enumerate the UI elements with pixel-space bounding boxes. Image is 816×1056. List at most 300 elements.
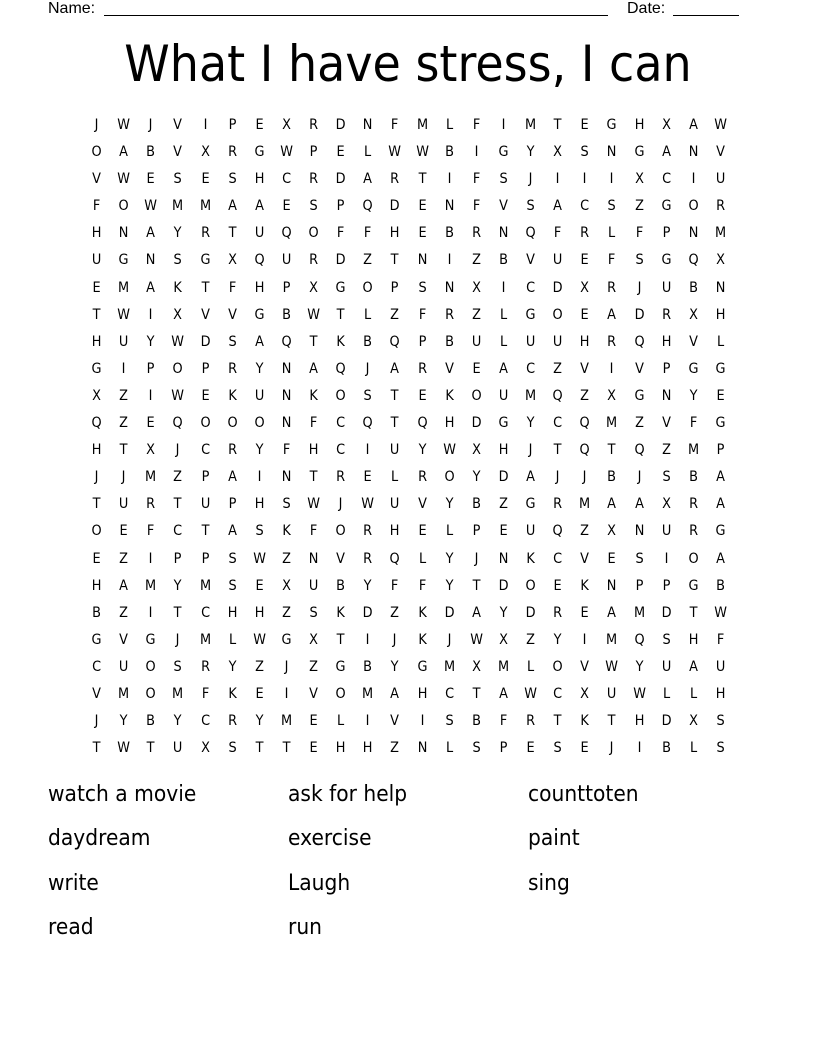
grid-cell[interactable]: P <box>662 577 671 594</box>
grid-cell[interactable]: Z <box>390 740 400 757</box>
grid-cell[interactable]: O <box>199 415 211 432</box>
grid-cell[interactable]: O <box>552 658 563 675</box>
grid-cell[interactable]: P <box>391 279 399 296</box>
grid-cell[interactable]: R <box>309 117 319 133</box>
grid-cell[interactable]: X <box>200 740 210 757</box>
grid-cell[interactable]: U <box>118 496 129 513</box>
grid-cell[interactable]: Q <box>254 252 265 269</box>
grid-cell[interactable]: Y <box>445 550 454 567</box>
grid-cell[interactable]: V <box>200 306 210 323</box>
grid-cell[interactable]: T <box>228 225 237 242</box>
grid-cell[interactable]: V <box>417 496 427 513</box>
grid-cell[interactable]: O <box>471 387 482 404</box>
grid-cell[interactable]: K <box>580 713 590 730</box>
grid-cell[interactable]: W <box>171 387 185 404</box>
grid-cell[interactable]: T <box>607 442 616 459</box>
grid-cell[interactable]: X <box>688 306 698 323</box>
grid-cell[interactable]: U <box>525 333 536 350</box>
grid-cell[interactable]: E <box>309 740 318 757</box>
grid-cell[interactable]: J <box>528 171 533 188</box>
grid-cell[interactable]: G <box>91 631 102 648</box>
grid-cell[interactable]: P <box>662 225 671 242</box>
grid-cell[interactable]: E <box>255 577 264 594</box>
grid-cell[interactable]: H <box>91 442 102 459</box>
grid-cell[interactable]: Y <box>173 713 182 730</box>
grid-cell[interactable]: A <box>634 496 644 513</box>
grid-cell[interactable]: E <box>580 604 589 621</box>
grid-cell[interactable]: S <box>662 631 671 648</box>
grid-cell[interactable]: H <box>254 279 265 296</box>
grid-cell[interactable]: X <box>282 577 291 594</box>
grid-cell[interactable]: Q <box>552 523 563 540</box>
grid-cell[interactable]: E <box>417 387 427 404</box>
grid-cell[interactable]: G <box>688 360 699 377</box>
grid-cell[interactable]: F <box>201 685 209 702</box>
grid-cell[interactable]: N <box>715 279 726 296</box>
grid-cell[interactable]: Z <box>390 306 400 323</box>
grid-cell[interactable]: S <box>173 658 183 675</box>
grid-cell[interactable]: Y <box>119 713 128 730</box>
grid-cell[interactable]: Z <box>553 360 563 377</box>
grid-cell[interactable]: M <box>524 117 537 133</box>
grid-cell[interactable]: O <box>91 144 102 161</box>
grid-cell[interactable]: L <box>499 306 508 323</box>
grid-cell[interactable]: X <box>200 144 210 161</box>
grid-cell[interactable]: R <box>227 144 237 161</box>
grid-cell[interactable]: W <box>632 685 646 702</box>
grid-cell[interactable]: T <box>553 117 562 133</box>
grid-cell[interactable]: W <box>252 550 266 567</box>
grid-cell[interactable]: A <box>553 198 563 215</box>
grid-cell[interactable]: D <box>498 577 509 594</box>
grid-cell[interactable]: C <box>200 713 210 730</box>
grid-cell[interactable]: G <box>335 279 346 296</box>
grid-cell[interactable]: E <box>607 550 617 567</box>
grid-cell[interactable]: Z <box>661 442 671 459</box>
grid-cell[interactable]: Q <box>91 415 102 432</box>
grid-cell[interactable]: T <box>553 713 562 730</box>
grid-cell[interactable]: Q <box>281 333 292 350</box>
grid-cell[interactable]: X <box>661 117 671 133</box>
grid-cell[interactable]: S <box>499 171 508 188</box>
grid-cell[interactable]: W <box>524 685 537 702</box>
grid-cell[interactable]: Y <box>635 658 644 675</box>
grid-cell[interactable]: V <box>444 360 454 377</box>
grid-cell[interactable]: D <box>552 279 563 296</box>
grid-cell[interactable]: P <box>336 198 345 215</box>
grid-cell[interactable]: L <box>445 740 453 757</box>
grid-cell[interactable]: C <box>526 360 536 377</box>
grid-cell[interactable]: S <box>228 740 237 757</box>
grid-cell[interactable]: N <box>145 252 156 269</box>
grid-cell[interactable]: V <box>580 360 590 377</box>
grid-cell[interactable]: J <box>365 360 370 377</box>
grid-cell[interactable]: A <box>688 117 698 133</box>
grid-cell[interactable]: X <box>227 252 237 269</box>
grid-cell[interactable]: L <box>526 658 535 675</box>
grid-cell[interactable]: G <box>254 144 265 161</box>
grid-cell[interactable]: F <box>391 577 399 594</box>
grid-cell[interactable]: G <box>688 577 699 594</box>
grid-cell[interactable]: K <box>336 333 345 350</box>
grid-cell[interactable]: N <box>417 740 427 757</box>
grid-cell[interactable]: A <box>254 198 264 215</box>
grid-cell[interactable]: F <box>689 415 698 432</box>
grid-cell[interactable]: D <box>200 333 211 350</box>
grid-cell[interactable]: O <box>525 577 536 594</box>
grid-cell[interactable]: A <box>499 685 508 702</box>
grid-cell[interactable]: B <box>363 333 373 350</box>
grid-cell[interactable]: M <box>497 658 510 675</box>
grid-cell[interactable]: E <box>580 740 589 757</box>
grid-cell[interactable]: Q <box>416 415 428 432</box>
grid-cell[interactable]: J <box>555 469 560 486</box>
grid-cell[interactable]: K <box>282 523 291 540</box>
grid-cell[interactable]: Z <box>309 658 318 675</box>
grid-cell[interactable]: G <box>661 198 672 215</box>
grid-cell[interactable]: G <box>715 415 726 432</box>
grid-cell[interactable]: D <box>389 198 400 215</box>
grid-cell[interactable]: D <box>661 604 672 621</box>
grid-cell[interactable]: A <box>363 171 373 188</box>
grid-cell[interactable]: H <box>661 333 672 350</box>
grid-cell[interactable]: L <box>662 685 670 702</box>
grid-cell[interactable]: I <box>582 171 587 188</box>
grid-cell[interactable]: M <box>280 713 293 730</box>
date-blank[interactable] <box>673 15 739 16</box>
grid-cell[interactable]: S <box>634 550 644 567</box>
grid-cell[interactable]: H <box>417 685 427 702</box>
grid-cell[interactable]: I <box>447 252 452 269</box>
grid-cell[interactable]: T <box>173 604 182 621</box>
grid-cell[interactable]: E <box>472 360 481 377</box>
grid-cell[interactable]: H <box>254 496 265 513</box>
grid-cell[interactable]: T <box>390 387 399 404</box>
grid-cell[interactable]: E <box>200 387 210 404</box>
grid-cell[interactable]: N <box>498 225 509 242</box>
grid-cell[interactable]: I <box>148 604 153 621</box>
grid-cell[interactable]: Q <box>389 333 401 350</box>
grid-cell[interactable]: V <box>336 550 346 567</box>
grid-cell[interactable]: F <box>635 225 643 242</box>
grid-cell[interactable]: G <box>281 631 292 648</box>
grid-cell[interactable]: B <box>444 333 454 350</box>
grid-cell[interactable]: T <box>390 252 399 269</box>
grid-cell[interactable]: A <box>390 685 400 702</box>
grid-cell[interactable]: O <box>145 658 156 675</box>
grid-cell[interactable]: C <box>336 442 346 459</box>
grid-cell[interactable]: J <box>121 469 126 486</box>
grid-cell[interactable]: O <box>335 685 346 702</box>
grid-cell[interactable]: X <box>607 523 617 540</box>
grid-cell[interactable]: E <box>255 117 264 133</box>
grid-cell[interactable]: G <box>145 631 156 648</box>
grid-cell[interactable]: U <box>715 658 726 675</box>
grid-cell[interactable]: B <box>146 713 156 730</box>
grid-cell[interactable]: Y <box>255 442 264 459</box>
grid-cell[interactable]: F <box>608 252 616 269</box>
grid-cell[interactable]: I <box>501 117 506 133</box>
grid-cell[interactable]: B <box>471 496 481 513</box>
grid-cell[interactable]: A <box>146 225 156 242</box>
grid-cell[interactable]: C <box>281 171 291 188</box>
grid-cell[interactable]: R <box>200 225 210 242</box>
grid-cell[interactable]: V <box>661 415 671 432</box>
grid-cell[interactable]: H <box>91 333 102 350</box>
grid-cell[interactable]: P <box>309 144 318 161</box>
grid-cell[interactable]: P <box>635 577 643 594</box>
grid-cell[interactable]: K <box>173 279 183 296</box>
grid-cell[interactable]: Z <box>580 387 590 404</box>
grid-cell[interactable]: F <box>228 279 236 296</box>
grid-cell[interactable]: H <box>579 333 590 350</box>
grid-cell[interactable]: V <box>227 306 237 323</box>
grid-cell[interactable]: X <box>309 631 318 648</box>
grid-cell[interactable]: U <box>118 658 129 675</box>
grid-cell[interactable]: O <box>227 415 238 432</box>
grid-cell[interactable]: R <box>227 442 237 459</box>
grid-cell[interactable]: U <box>254 387 265 404</box>
grid-cell[interactable]: S <box>363 387 372 404</box>
grid-cell[interactable]: O <box>254 415 265 432</box>
grid-cell[interactable]: P <box>146 360 155 377</box>
grid-cell[interactable]: S <box>634 252 644 269</box>
grid-cell[interactable]: U <box>661 523 671 540</box>
grid-cell[interactable]: Y <box>472 469 481 486</box>
grid-cell[interactable]: Y <box>526 144 535 161</box>
grid-cell[interactable]: R <box>309 252 319 269</box>
grid-cell[interactable]: I <box>365 631 370 648</box>
grid-cell[interactable]: E <box>580 306 589 323</box>
grid-cell[interactable]: N <box>607 144 617 161</box>
grid-cell[interactable]: I <box>501 279 506 296</box>
grid-cell[interactable]: L <box>228 631 236 648</box>
grid-cell[interactable]: W <box>117 306 131 323</box>
grid-cell[interactable]: R <box>444 306 454 323</box>
grid-cell[interactable]: W <box>469 631 483 648</box>
grid-cell[interactable]: U <box>552 252 563 269</box>
grid-cell[interactable]: B <box>282 306 291 323</box>
grid-cell[interactable]: R <box>336 469 346 486</box>
grid-cell[interactable]: Y <box>499 604 508 621</box>
grid-cell[interactable]: I <box>420 713 424 730</box>
grid-cell[interactable]: J <box>94 117 99 133</box>
grid-cell[interactable]: I <box>664 550 669 567</box>
grid-cell[interactable]: H <box>715 306 726 323</box>
grid-cell[interactable]: Q <box>633 333 645 350</box>
grid-cell[interactable]: A <box>227 198 237 215</box>
name-blank[interactable] <box>104 15 608 16</box>
grid-cell[interactable]: T <box>146 740 155 757</box>
grid-cell[interactable]: R <box>390 171 400 188</box>
grid-cell[interactable]: G <box>254 306 265 323</box>
grid-cell[interactable]: M <box>633 604 645 621</box>
grid-cell[interactable]: Q <box>281 225 292 242</box>
grid-cell[interactable]: O <box>335 523 346 540</box>
grid-cell[interactable]: C <box>92 658 102 675</box>
grid-cell[interactable]: U <box>200 496 210 513</box>
grid-cell[interactable]: U <box>390 442 400 459</box>
grid-cell[interactable]: E <box>146 415 155 432</box>
grid-cell[interactable]: T <box>201 523 210 540</box>
grid-cell[interactable]: X <box>471 658 481 675</box>
grid-cell[interactable]: W <box>605 658 619 675</box>
grid-cell[interactable]: A <box>227 523 237 540</box>
grid-cell[interactable]: S <box>228 333 237 350</box>
grid-cell[interactable]: O <box>688 198 699 215</box>
grid-cell[interactable]: N <box>688 144 699 161</box>
grid-cell[interactable]: T <box>92 740 101 757</box>
grid-cell[interactable]: S <box>417 279 427 296</box>
grid-cell[interactable]: C <box>336 415 346 432</box>
grid-cell[interactable]: B <box>336 577 346 594</box>
grid-cell[interactable]: L <box>337 713 345 730</box>
grid-cell[interactable]: W <box>117 171 131 188</box>
grid-cell[interactable]: F <box>716 631 725 648</box>
grid-cell[interactable]: L <box>689 740 697 757</box>
grid-cell[interactable]: T <box>472 685 481 702</box>
grid-cell[interactable]: N <box>281 469 292 486</box>
grid-cell[interactable]: B <box>607 469 617 486</box>
grid-cell[interactable]: C <box>661 171 671 188</box>
grid-cell[interactable]: B <box>92 604 101 621</box>
grid-cell[interactable]: P <box>174 550 182 567</box>
grid-cell[interactable]: V <box>92 171 101 188</box>
grid-cell[interactable]: S <box>716 740 725 757</box>
grid-cell[interactable]: I <box>203 117 207 133</box>
grid-cell[interactable]: I <box>610 171 614 188</box>
grid-cell[interactable]: G <box>118 252 129 269</box>
grid-cell[interactable]: G <box>634 144 645 161</box>
grid-cell[interactable]: C <box>526 279 536 296</box>
grid-cell[interactable]: H <box>390 225 400 242</box>
grid-cell[interactable]: O <box>172 360 184 377</box>
grid-cell[interactable]: R <box>526 713 536 730</box>
grid-cell[interactable]: Z <box>119 550 129 567</box>
grid-cell[interactable]: R <box>309 171 319 188</box>
grid-cell[interactable]: T <box>553 442 562 459</box>
grid-cell[interactable]: U <box>118 333 129 350</box>
grid-cell[interactable]: U <box>91 252 102 269</box>
grid-cell[interactable]: B <box>688 279 698 296</box>
grid-cell[interactable]: J <box>94 713 99 730</box>
grid-cell[interactable]: W <box>714 117 727 133</box>
grid-cell[interactable]: Y <box>228 658 237 675</box>
grid-cell[interactable]: A <box>227 469 237 486</box>
grid-cell[interactable]: R <box>607 279 617 296</box>
grid-cell[interactable]: R <box>688 496 698 513</box>
grid-cell[interactable]: V <box>688 333 698 350</box>
grid-cell[interactable]: S <box>309 198 318 215</box>
grid-cell[interactable]: S <box>553 740 562 757</box>
grid-cell[interactable]: Q <box>525 225 536 242</box>
grid-cell[interactable]: W <box>307 496 320 513</box>
grid-cell[interactable]: X <box>173 306 183 323</box>
grid-cell[interactable]: R <box>715 198 725 215</box>
grid-cell[interactable]: A <box>607 604 617 621</box>
grid-cell[interactable]: E <box>200 171 210 188</box>
grid-cell[interactable]: Q <box>579 442 590 459</box>
grid-cell[interactable]: F <box>472 171 481 188</box>
grid-cell[interactable]: B <box>471 713 481 730</box>
grid-cell[interactable]: Z <box>634 198 644 215</box>
grid-cell[interactable]: I <box>121 360 126 377</box>
grid-cell[interactable]: L <box>391 469 399 486</box>
grid-cell[interactable]: F <box>309 415 318 432</box>
grid-cell[interactable]: I <box>148 306 153 323</box>
grid-cell[interactable]: Z <box>119 387 129 404</box>
grid-cell[interactable]: M <box>687 442 699 459</box>
grid-cell[interactable]: A <box>471 604 481 621</box>
grid-cell[interactable]: V <box>580 550 590 567</box>
grid-cell[interactable]: R <box>227 713 237 730</box>
grid-cell[interactable]: I <box>257 469 262 486</box>
grid-cell[interactable]: Z <box>471 252 481 269</box>
grid-cell[interactable]: B <box>444 225 454 242</box>
grid-cell[interactable]: G <box>634 387 645 404</box>
grid-cell[interactable]: T <box>336 631 345 648</box>
grid-cell[interactable]: Z <box>254 658 264 675</box>
grid-cell[interactable]: R <box>417 360 427 377</box>
grid-cell[interactable]: R <box>363 550 373 567</box>
grid-cell[interactable]: I <box>148 550 153 567</box>
grid-cell[interactable]: W <box>171 333 185 350</box>
grid-cell[interactable]: F <box>472 198 481 215</box>
grid-cell[interactable]: P <box>472 523 481 540</box>
grid-cell[interactable]: F <box>391 117 399 133</box>
grid-cell[interactable]: A <box>526 469 535 486</box>
grid-cell[interactable]: M <box>579 496 591 513</box>
grid-cell[interactable]: Y <box>526 415 535 432</box>
grid-cell[interactable]: R <box>363 523 373 540</box>
grid-cell[interactable]: L <box>608 225 616 242</box>
grid-cell[interactable]: I <box>582 631 587 648</box>
grid-cell[interactable]: M <box>362 685 374 702</box>
grid-cell[interactable]: B <box>688 469 698 486</box>
grid-cell[interactable]: Y <box>445 577 454 594</box>
grid-cell[interactable]: H <box>498 442 509 459</box>
grid-cell[interactable]: O <box>552 306 563 323</box>
grid-cell[interactable]: P <box>282 279 291 296</box>
grid-cell[interactable]: G <box>661 252 672 269</box>
grid-cell[interactable]: W <box>280 144 293 161</box>
grid-cell[interactable]: D <box>335 117 346 133</box>
grid-cell[interactable]: T <box>336 306 345 323</box>
grid-cell[interactable]: U <box>390 496 400 513</box>
grid-cell[interactable]: G <box>525 306 536 323</box>
grid-cell[interactable]: I <box>691 171 696 188</box>
grid-cell[interactable]: E <box>716 387 725 404</box>
grid-cell[interactable]: H <box>91 225 102 242</box>
grid-cell[interactable]: E <box>119 523 128 540</box>
grid-cell[interactable]: T <box>390 415 399 432</box>
grid-cell[interactable]: M <box>524 387 537 404</box>
grid-cell[interactable]: B <box>499 252 508 269</box>
grid-cell[interactable]: U <box>471 333 482 350</box>
grid-cell[interactable]: F <box>499 713 508 730</box>
grid-cell[interactable]: Y <box>255 360 264 377</box>
grid-cell[interactable]: L <box>689 685 697 702</box>
grid-cell[interactable]: E <box>92 279 101 296</box>
grid-cell[interactable]: L <box>418 550 426 567</box>
grid-cell[interactable]: O <box>362 279 373 296</box>
grid-cell[interactable]: B <box>363 658 373 675</box>
grid-cell[interactable]: J <box>447 631 452 648</box>
grid-cell[interactable]: S <box>472 740 481 757</box>
grid-cell[interactable]: O <box>444 469 455 486</box>
grid-cell[interactable]: P <box>662 360 671 377</box>
grid-cell[interactable]: N <box>607 577 617 594</box>
